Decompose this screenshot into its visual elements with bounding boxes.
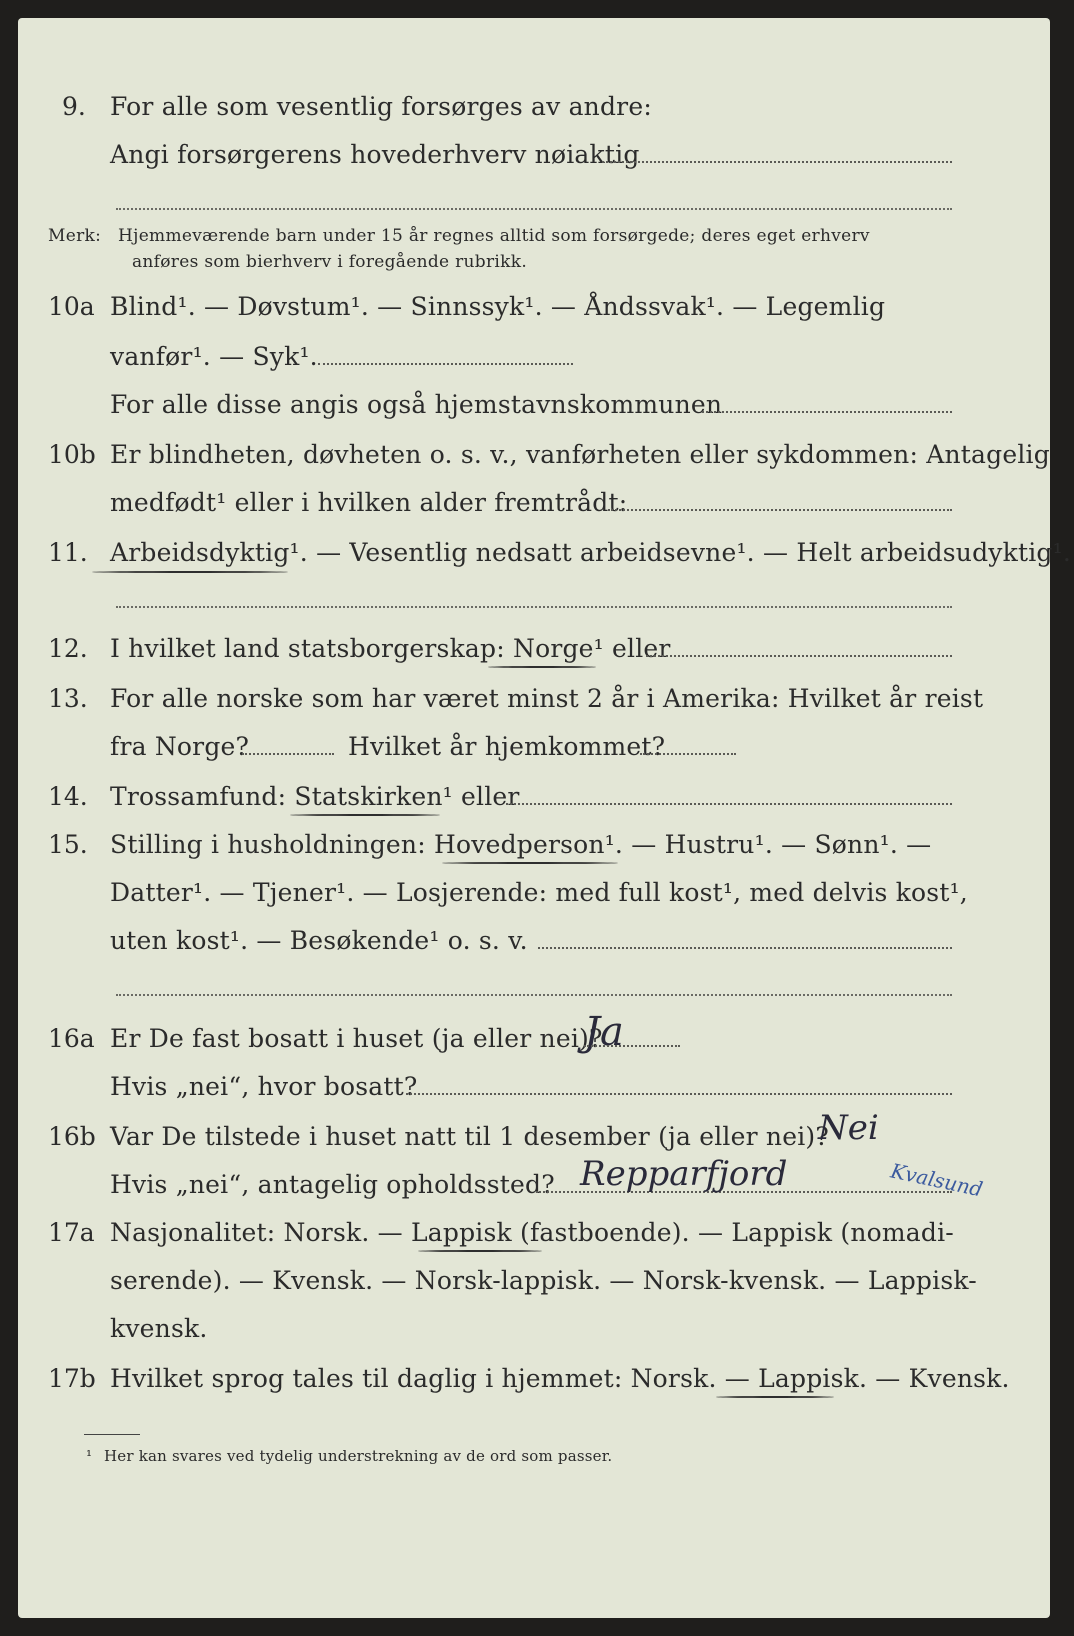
q16a-number: 16a xyxy=(48,1024,95,1053)
merk-line2: anføres som bierhverv i foregående rubrikk. xyxy=(132,252,528,272)
q13-reist-answer-line xyxy=(242,753,334,755)
q15-line3: uten kost¹. — Besøkende¹ o. s. v. xyxy=(110,926,528,955)
q10a-hjemstavn-answer-line xyxy=(702,411,952,413)
q9-answer-line xyxy=(602,161,952,163)
q9-number: 9. xyxy=(62,92,86,121)
footnote-divider xyxy=(84,1434,140,1435)
q16a-bosatt-answer-line xyxy=(406,1093,952,1095)
q10a-line1: Blind¹. — Døvstum¹. — Sinnssyk¹. — Åndssvak¹. — Legemlig xyxy=(110,292,886,321)
q16b-line1: Var De tilstede i huset natt til 1 desember (ja eller nei)? xyxy=(110,1122,829,1151)
q17a-underline-lappisk xyxy=(418,1250,542,1252)
footnote-mark: ¹ xyxy=(86,1447,93,1465)
q13-number: 13. xyxy=(48,684,88,713)
q12-answer-line xyxy=(646,655,952,657)
q11-answer-line xyxy=(116,606,952,608)
q16b-handwritten-place-blue: Kvalsund xyxy=(888,1158,985,1202)
census-form-page xyxy=(18,18,1071,1618)
q10b-answer-line xyxy=(608,509,952,511)
q15-underline-hovedperson xyxy=(442,862,618,864)
q16b-handwritten-place: Repparfjord xyxy=(580,1154,788,1194)
q13-hjemkommet-answer-line xyxy=(640,753,736,755)
q16b-handwritten-answer: Nei xyxy=(818,1108,879,1148)
q14-number: 14. xyxy=(48,782,88,811)
q13-line2a: fra Norge? xyxy=(110,732,250,761)
q11-underline-arbeidsdyktig xyxy=(92,571,288,573)
q17a-line3: kvensk. xyxy=(110,1314,208,1343)
q10b-number: 10b xyxy=(48,440,96,469)
q17a-line2: serende). — Kvensk. — Norsk-lappisk. — Norsk-kvensk. — Lappisk- xyxy=(110,1266,977,1295)
q11-line1: Arbeidsdyktig¹. — Vesentlig nedsatt arbeidsevne¹. — Helt arbeidsudyktig¹. xyxy=(110,538,1071,567)
q10a-syk-answer-line xyxy=(318,363,573,365)
q17a-line1: Nasjonalitet: Norsk. — Lappisk (fastboende). — Lappisk (nomadi- xyxy=(110,1218,954,1247)
q13-line2b: Hvilket år hjemkommet? xyxy=(348,732,666,761)
q11-number: 11. xyxy=(48,538,88,567)
q16b-number: 16b xyxy=(48,1122,96,1151)
q16a-answer-line xyxy=(584,1045,680,1047)
q16a-line1: Er De fast bosatt i huset (ja eller nei)? xyxy=(110,1024,603,1053)
q10a-line2: vanfør¹. — Syk¹. xyxy=(110,342,318,371)
q10b-line2: medfødt¹ eller i hvilken alder fremtrådt: xyxy=(110,488,628,517)
q12-underline-norge xyxy=(488,666,596,668)
q17b-underline-lappisk xyxy=(716,1396,834,1398)
q9-line1: For alle som vesentlig forsørges av andre: xyxy=(110,92,652,121)
q10a-number: 10a xyxy=(48,292,95,321)
q16a-line2: Hvis „nei“, hvor bosatt? xyxy=(110,1072,418,1101)
q17a-number: 17a xyxy=(48,1218,95,1247)
q10a-line3: For alle disse angis også hjemstavnskommunen xyxy=(110,390,723,419)
q15-answer-line xyxy=(538,947,952,949)
merk-line1: Hjemmeværende barn under 15 år regnes alltid som forsørgede; deres eget erhverv xyxy=(118,226,870,246)
q12-line1: I hvilket land statsborgerskap: Norge¹ eller xyxy=(110,634,671,663)
q9-answer-line-2 xyxy=(116,208,952,210)
q16b-line2: Hvis „nei“, antagelig opholdssted? xyxy=(110,1170,555,1199)
q17b-number: 17b xyxy=(48,1364,96,1393)
q9-line2: Angi forsørgerens hovederhverv nøiaktig xyxy=(110,140,640,169)
merk-label: Merk: xyxy=(48,226,102,246)
footnote-text: Her kan svares ved tydelig understrekning av de ord som passer. xyxy=(104,1447,613,1465)
q14-underline-statskirken xyxy=(290,814,440,816)
q16a-handwritten-answer: Ja xyxy=(584,1009,624,1055)
q14-line1: Trossamfund: Statskirken¹ eller xyxy=(110,782,520,811)
q17b-line1: Hvilket sprog tales til daglig i hjemmet: Norsk. — Lappisk. — Kvensk. xyxy=(110,1364,1010,1393)
q14-answer-line xyxy=(506,803,952,805)
q15-answer-line-2 xyxy=(116,994,952,996)
q15-line2: Datter¹. — Tjener¹. — Losjerende: med full kost¹, med delvis kost¹, xyxy=(110,878,968,907)
q15-number: 15. xyxy=(48,830,88,859)
q13-line1: For alle norske som har været minst 2 år i Amerika: Hvilket år reist xyxy=(110,684,984,713)
q12-number: 12. xyxy=(48,634,88,663)
q10b-line1: Er blindheten, døvheten o. s. v., vanførheten eller sykdommen: Antagelig xyxy=(110,440,1050,469)
q15-line1: Stilling i husholdningen: Hovedperson¹. — Hustru¹. — Sønn¹. — xyxy=(110,830,932,859)
